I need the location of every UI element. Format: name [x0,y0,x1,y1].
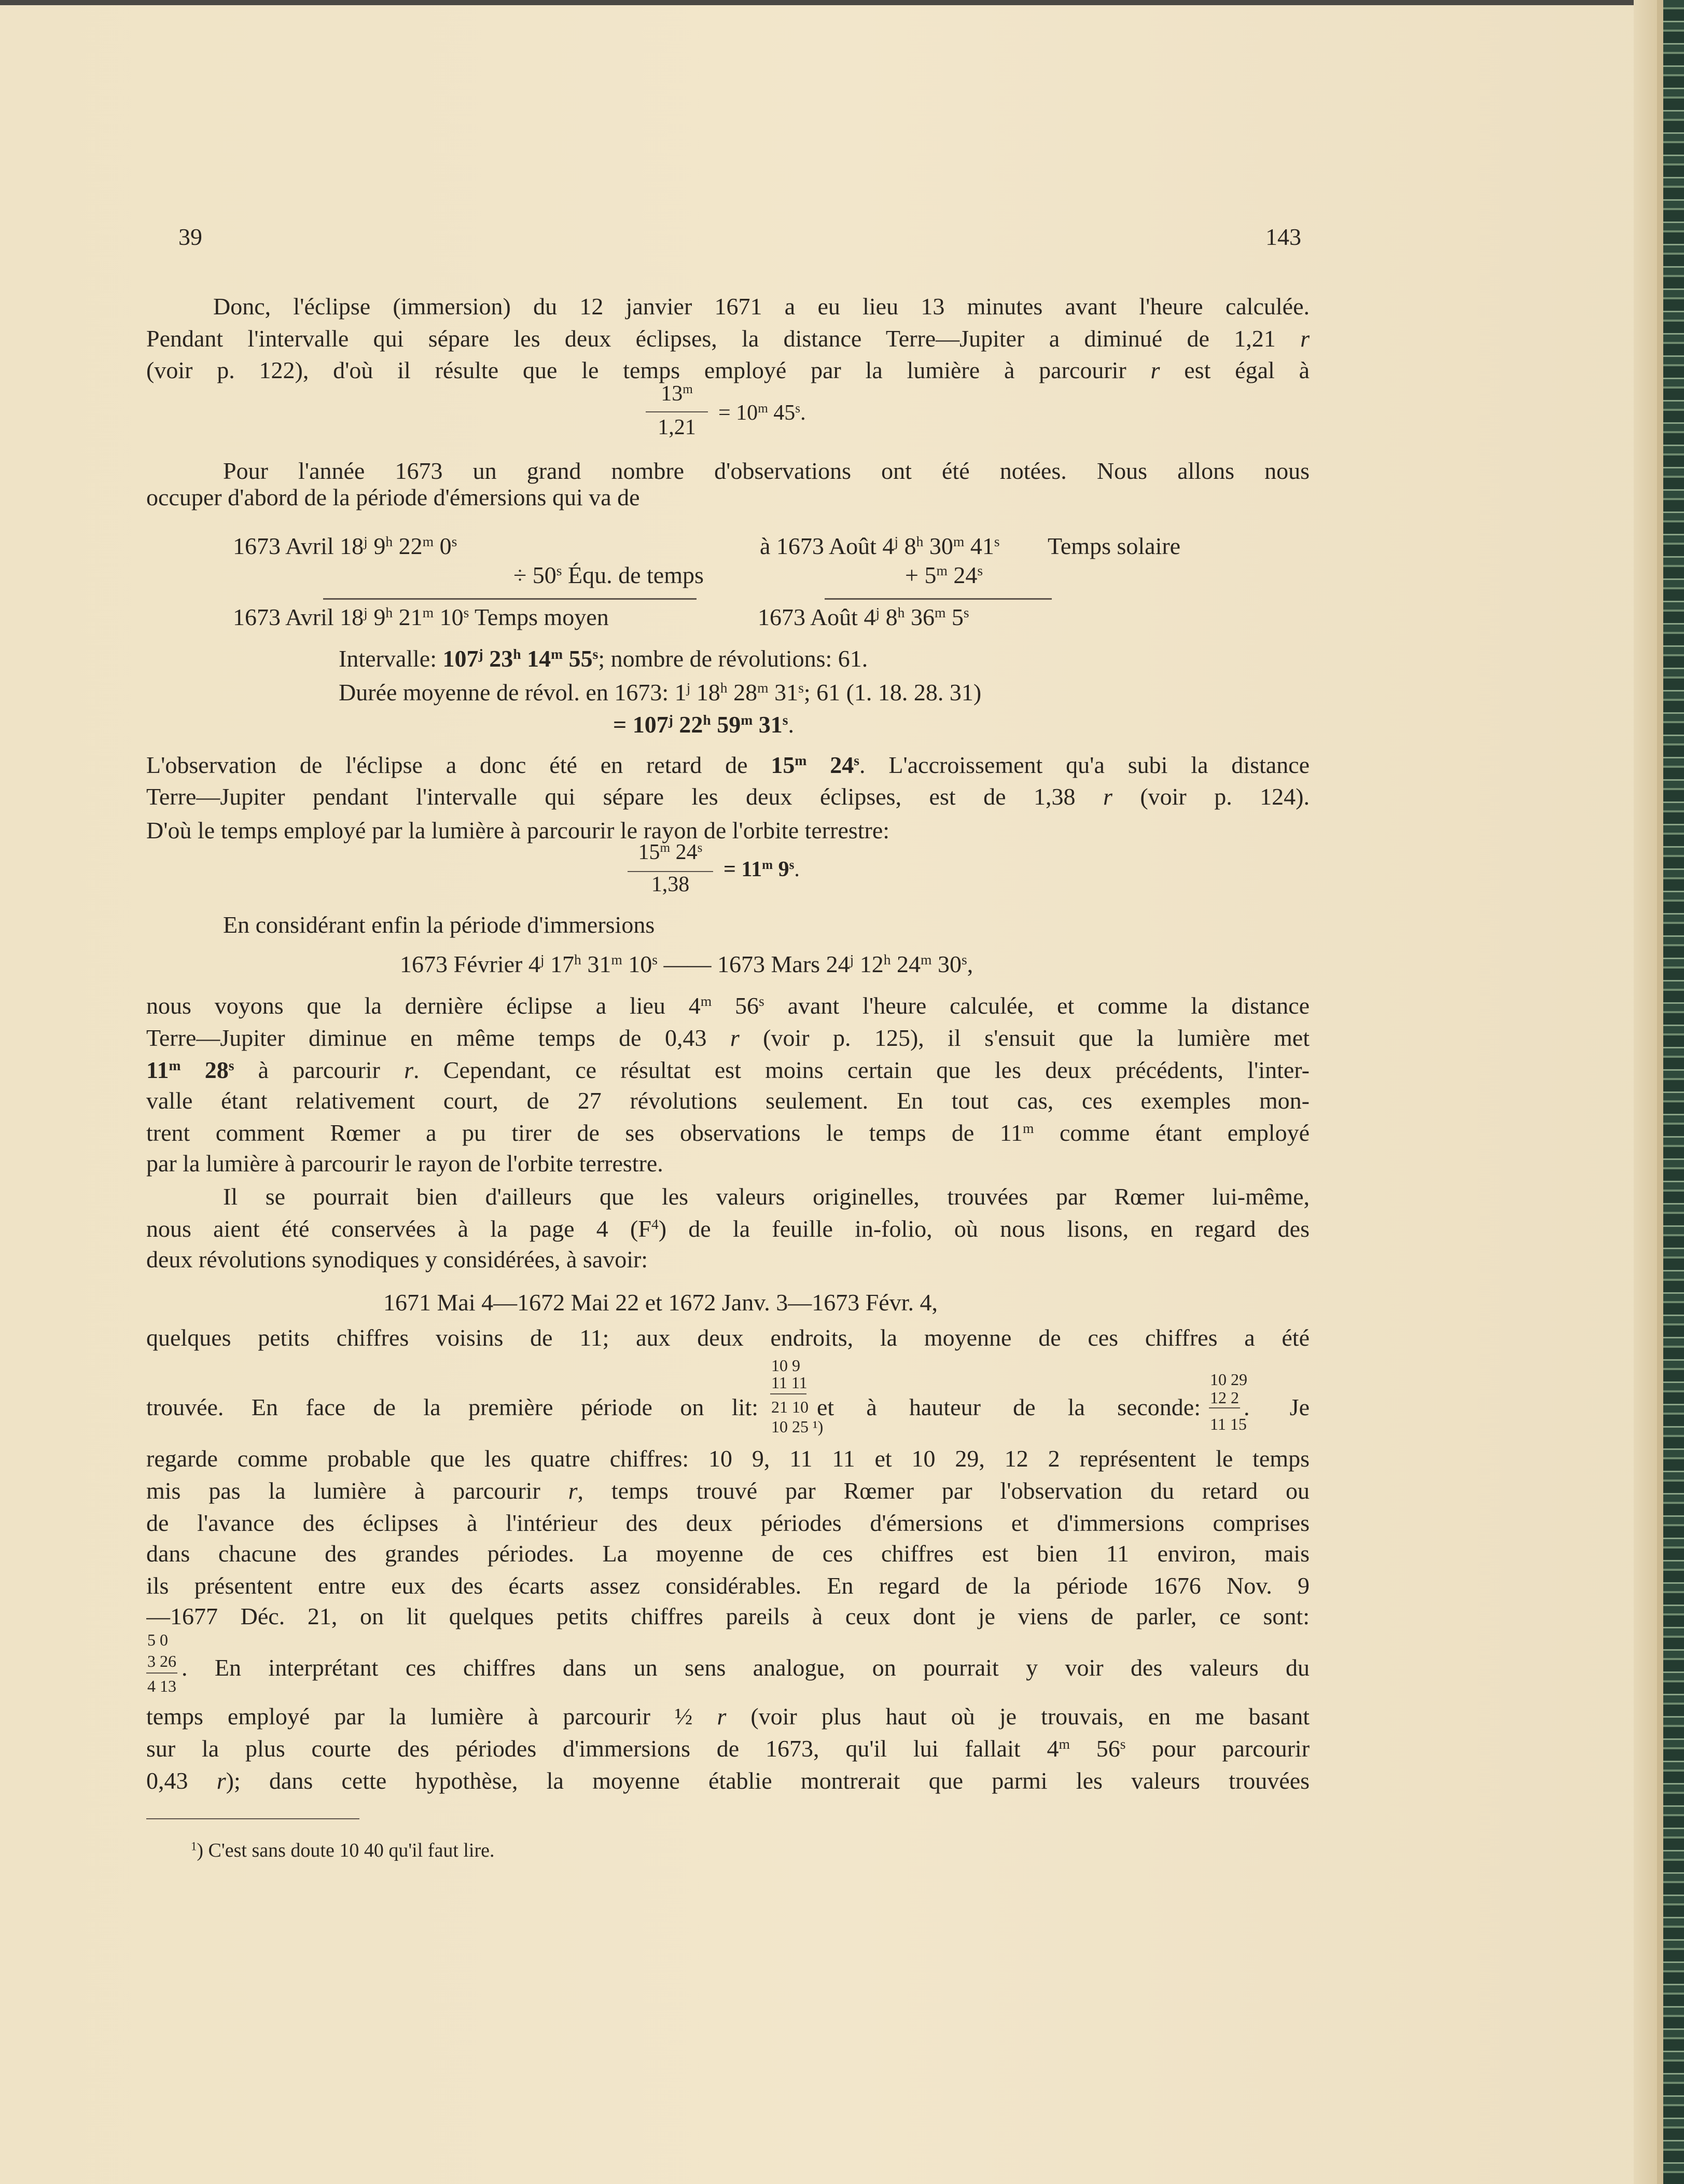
text-run: sur la plus courte des périodes d'immersions de 1673, qu'il lui fallait 4 [146,1735,1059,1762]
text-run: 23 [483,645,513,672]
text-line [146,1022,1310,1054]
superscript: s [789,858,795,873]
text-run: r [1150,357,1160,383]
superscript: s [652,951,658,967]
text-line [339,677,981,708]
fraction-result [718,402,806,424]
page-edge-shadow [1634,0,1657,2184]
text-line [339,643,868,674]
superscript: m [757,679,769,696]
table-cell [758,602,969,633]
fraction-numerator [628,841,713,863]
text-run: 24 [890,951,921,977]
stack-figure: 10 9 [771,1356,800,1375]
superscript: j [875,604,880,620]
text-line [400,949,973,980]
text-run: 22 [393,533,423,559]
text-run: 18 [690,679,720,706]
superscript: j [668,711,673,728]
superscript: s [759,992,764,1009]
text-run: 13 [661,382,683,406]
text-run: ); dans cette hypothèse, la moyenne établie montrerait que parmi les valeurs trouvées [226,1767,1310,1794]
text-run: à parcourir [234,1057,405,1083]
superscript: m [921,951,932,967]
superscript: m [1023,1119,1034,1136]
superscript: h [703,711,711,728]
superscript: s [697,841,703,855]
superscript: h [385,533,393,549]
text-run: Intervalle: [339,645,443,672]
superscript: s [977,562,983,578]
text-run: , temps trouvé par Rœmer par l'observation du retard ou [577,1477,1310,1504]
text-line [146,1733,1310,1764]
left-page-number: 39 [178,224,202,250]
superscript: s [963,604,969,620]
text-run: comme étant employé [1034,1119,1310,1146]
superscript: s [795,402,801,416]
text-run: Pendant l'intervalle qui sépare les deux éclipses, la distance Terre—Jupiter a diminué de 1,21 [146,325,1301,352]
text-run: 12 [854,951,884,977]
text-run: 15 [771,752,795,778]
superscript: s [782,711,788,728]
text-run: 24 [947,562,978,588]
text-line: de l'avance des éclipses à l'intérieur des deux périodes d'émersions et d'immersions comprises [146,1510,1310,1536]
fraction-denominator: 1,21 [658,416,696,439]
text-line [146,1213,1310,1245]
text-line: deux révolutions synodiques y considérées, à savoir: [146,1246,648,1273]
text-run: 1673 Février 4 [400,951,540,977]
text-run: 5 [945,604,964,630]
text-run: Durée moyenne de révol. en 1673: 1 [339,679,687,706]
text-run: 30 [923,533,953,559]
text-run: 14 [521,645,551,672]
superscript: m [936,562,948,578]
stack-figure: 3 26 [147,1652,176,1670]
fraction-numerator [646,383,708,405]
stack-figure: 21 10 [771,1398,809,1416]
text-run: Terre—Jupiter diminue en même temps de 0,43 [146,1025,730,1051]
superscript: h [574,951,581,967]
superscript: m [700,992,712,1009]
text-run: 59 [711,711,741,738]
superscript: m [953,533,965,549]
text-run: 15 [638,840,660,864]
text-line [146,750,1310,781]
text-run: mis pas la lumière à parcourir [146,1477,568,1504]
text-line: regarde comme probable que les quatre chiffres: 10 9, 11 11 et 10 29, 12 2 représentent le temps [146,1445,1310,1472]
text-run: 31 [753,711,783,738]
text-run: r [216,1767,226,1794]
text-run: 24 [806,752,854,778]
text-line [146,1475,1310,1506]
sum-rule [825,598,1052,600]
text-run: . L'accroissement qu'a subi la distance [859,752,1310,778]
superscript: m [762,858,773,873]
text-run: 0 [434,533,452,559]
text-run: 1673 Avril 18 [233,604,364,630]
text-line: . Je [1244,1394,1310,1420]
superscript: j [364,604,368,620]
text-run: L'observation de l'éclipse a donc été en retard de [146,752,771,778]
text-run: ) de la feuille in-folio, où nous lisons, en regard des [658,1215,1310,1242]
text-line: quelques petits chiffres voisins de 11; aux deux endroits, la moyenne de ces chiffres a été [146,1324,1310,1351]
superscript: j [686,679,691,696]
text-run: Terre—Jupiter pendant l'intervalle qui sépare les deux éclipses, est de 1,38 [146,783,1103,810]
text-line: valle étant relativement court, de 27 révolutions seulement. En tout cas, ces exemples mon- [146,1087,1310,1114]
text-run: trent comment Rœmer a pu tirer de ses observations le temps de 11 [146,1119,1023,1146]
text-run: r [404,1057,414,1083]
text-run: nous aient été conservées à la page 4 (F [146,1215,651,1242]
text-run: r [730,1025,740,1051]
text-run: 41 [964,533,994,559]
text-run: Temps moyen [469,604,609,630]
text-line: —1677 Déc. 21, on lit quelques petits chiffres pareils à ceux dont je viens de parler, ce sont: [146,1603,1310,1629]
footnote-rule [146,1818,359,1819]
stack-bar [1209,1407,1240,1408]
text-line [146,1117,1310,1149]
superscript: h [385,604,393,620]
text-line [146,1701,1310,1732]
text-line: Pour l'année 1673 un grand nombre d'observations ont été notées. Nous allons nous [223,458,1310,484]
text-run: 17 [544,951,575,977]
text-line [613,709,794,740]
text-line: D'où le temps employé par la lumière à parcourir le rayon de l'orbite terrestre: [146,817,890,844]
table-cell [513,560,704,591]
superscript: 4 [651,1215,659,1232]
text-run: est égal à [1160,357,1310,383]
text-run: (voir plus haut où je trouvais, en me basant [726,1703,1310,1730]
text-run: temps employé par la lumière à parcourir ½ [146,1703,717,1730]
text-run: = 11 [723,858,762,881]
superscript: h [883,951,891,967]
superscript: s [556,562,562,578]
superscript: s [962,951,967,967]
superscript: m [611,951,622,967]
text-line: et à hauteur de la seconde: [817,1394,1201,1420]
superscript: s [854,752,860,768]
stack-figure: 11 15 [1210,1415,1247,1433]
text-run: 1673 Août 4 [758,604,876,630]
superscript: m [934,604,946,620]
superscript: m [551,645,563,662]
text-line: trouvée. En face de la première période on lit: [146,1394,758,1420]
text-run: 36 [904,604,935,630]
text-run: 21 [393,604,423,630]
text-run: = 107 [613,711,669,738]
superscript: m [1059,1735,1070,1752]
superscript: m [683,382,693,397]
text-run: 11 [146,1057,169,1083]
text-run: + 5 [905,562,937,588]
fraction-denominator: 1,38 [651,873,690,896]
table-cell [233,602,609,633]
superscript: j [850,951,854,967]
text-run: 55 [563,645,593,672]
text-line [146,323,1310,354]
superscript: m [741,711,753,728]
text-run: 28 [727,679,758,706]
text-run: 8 [880,604,898,630]
text-line [146,1765,1310,1796]
superscript: s [451,533,457,549]
superscript: h [720,679,728,696]
text-line [146,781,1310,812]
superscript: s [463,604,469,620]
superscript: m [169,1057,181,1073]
text-run: 28 [180,1057,229,1083]
stack-figure: 10 25 ¹) [771,1417,824,1436]
text-run: ÷ 50 [513,562,556,588]
text-run: Équ. de temps [562,562,704,588]
text-run: à 1673 Août 4 [760,533,895,559]
text-run: r [568,1477,578,1504]
text-run: . Cependant, ce résultat est moins certain que les deux précédents, l'inter- [413,1057,1310,1083]
table-cell: Temps solaire [1048,533,1181,559]
text-line: occuper d'abord de la période d'émersions qui va de [146,484,640,510]
text-line: En considérant enfin la période d'immersions [223,911,655,938]
text-run: = 10 [718,401,758,425]
text-line: . En interprétant ces chiffres dans un sens analogue, on pourrait y voir des valeurs du [182,1654,1310,1681]
text-run: 45 [768,401,796,425]
text-run: 9 [367,604,386,630]
fraction-result [723,859,800,880]
superscript: m [758,402,768,416]
text-line: ils présentent entre eux des écarts assez considérables. En regard de la période 1676 Nov. 9 [146,1572,1310,1599]
stack-figure: 4 13 [147,1677,176,1695]
text-run: r [1300,325,1310,352]
sum-rule [323,598,697,600]
stack-figure: 5 0 [147,1630,168,1649]
text-run: avant l'heure calculée, et comme la distance [764,992,1310,1019]
superscript: s [994,533,1000,549]
superscript: j [364,533,368,549]
text-line: dans chacune des grandes périodes. La moyenne de ces chiffres est bien 11 environ, mais [146,1540,1310,1567]
text-run: 10 [622,951,652,977]
table-cell [233,531,457,562]
text-run: —— 1673 Mars 24 [658,951,850,977]
stack-figure: 10 29 [1210,1370,1247,1389]
text-run: 1673 Avril 18 [233,533,364,559]
superscript: s [228,1057,234,1073]
page-edge [1657,0,1663,2184]
text-line [146,990,1310,1021]
text-line: par la lumière à parcourir le rayon de l'orbite terrestre. [146,1150,663,1177]
text-run: 9 [773,858,789,881]
text-run: r [717,1703,727,1730]
table-cell [905,560,983,591]
text-run: r [1103,783,1112,810]
stack-figure: 12 2 [1210,1388,1239,1407]
superscript: m [660,841,671,855]
text-run: 0,43 [146,1767,217,1794]
superscript: m [422,604,434,620]
book-binding [1663,0,1684,2184]
text-run: 22 [673,711,703,738]
text-run: 56 [712,992,759,1019]
text-line: 1671 Mai 4—1672 Mai 22 et 1672 Janv. 3—1673 Févr. 4, [383,1289,938,1316]
superscript: s [1120,1735,1126,1752]
fraction-bar [646,411,708,412]
text-run: 31 [581,951,611,977]
fraction-bar [628,871,713,872]
text-run: . [800,401,806,425]
text-run: . [794,858,800,881]
stack-bar [770,1393,806,1394]
text-run: ; 61 (1. 18. 28. 31) [803,679,982,706]
superscript: h [916,533,924,549]
superscript: j [478,645,483,662]
text-run: 9 [367,533,386,559]
superscript: h [513,645,521,662]
right-page-number: 143 [1265,224,1301,250]
superscript: j [540,951,545,967]
superscript: 1 [191,1840,197,1853]
superscript: m [795,752,807,768]
superscript: m [422,533,434,549]
superscript: j [894,533,899,549]
stack-bar [146,1672,177,1674]
text-run: 31 [768,679,799,706]
text-run: pour parcourir [1125,1735,1310,1762]
footnote [191,1835,495,1866]
text-line: Il se pourrait bien d'ailleurs que les valeurs originelles, trouvées par Rœmer lui-même, [223,1183,1310,1210]
text-run: 10 [434,604,464,630]
text-run: 8 [898,533,916,559]
text-run: (voir p. 122), d'où il résulte que le temps employé par la lumière à parcourir [146,357,1151,383]
text-run: 56 [1069,1735,1120,1762]
superscript: h [897,604,905,620]
text-run: , [967,951,973,977]
text-line [146,355,1310,386]
text-run: 30 [931,951,962,977]
text-line [146,1055,1310,1086]
text-run: 24 [670,840,698,864]
text-line: Donc, l'éclipse (immersion) du 12 janvier 1671 a eu lieu 13 minutes avant l'heure calculée. [213,293,1310,320]
stack-figure: 11 11 [771,1373,808,1392]
table-cell [760,531,1000,562]
text-run: ) C'est sans doute 10 40 qu'il faut lire. [197,1840,495,1861]
superscript: s [592,645,599,662]
text-run: nous voyons que la dernière éclipse a lieu 4 [146,992,701,1019]
scan-top-border [0,0,1684,5]
superscript: s [798,679,804,696]
text-run: . [788,711,795,738]
text-run: 107 [442,645,479,672]
text-run: (voir p. 125), il s'ensuit que la lumière met [739,1025,1310,1051]
text-run: (voir p. 124). [1112,783,1310,810]
text-run: ; nombre de révolutions: 61. [598,645,868,672]
